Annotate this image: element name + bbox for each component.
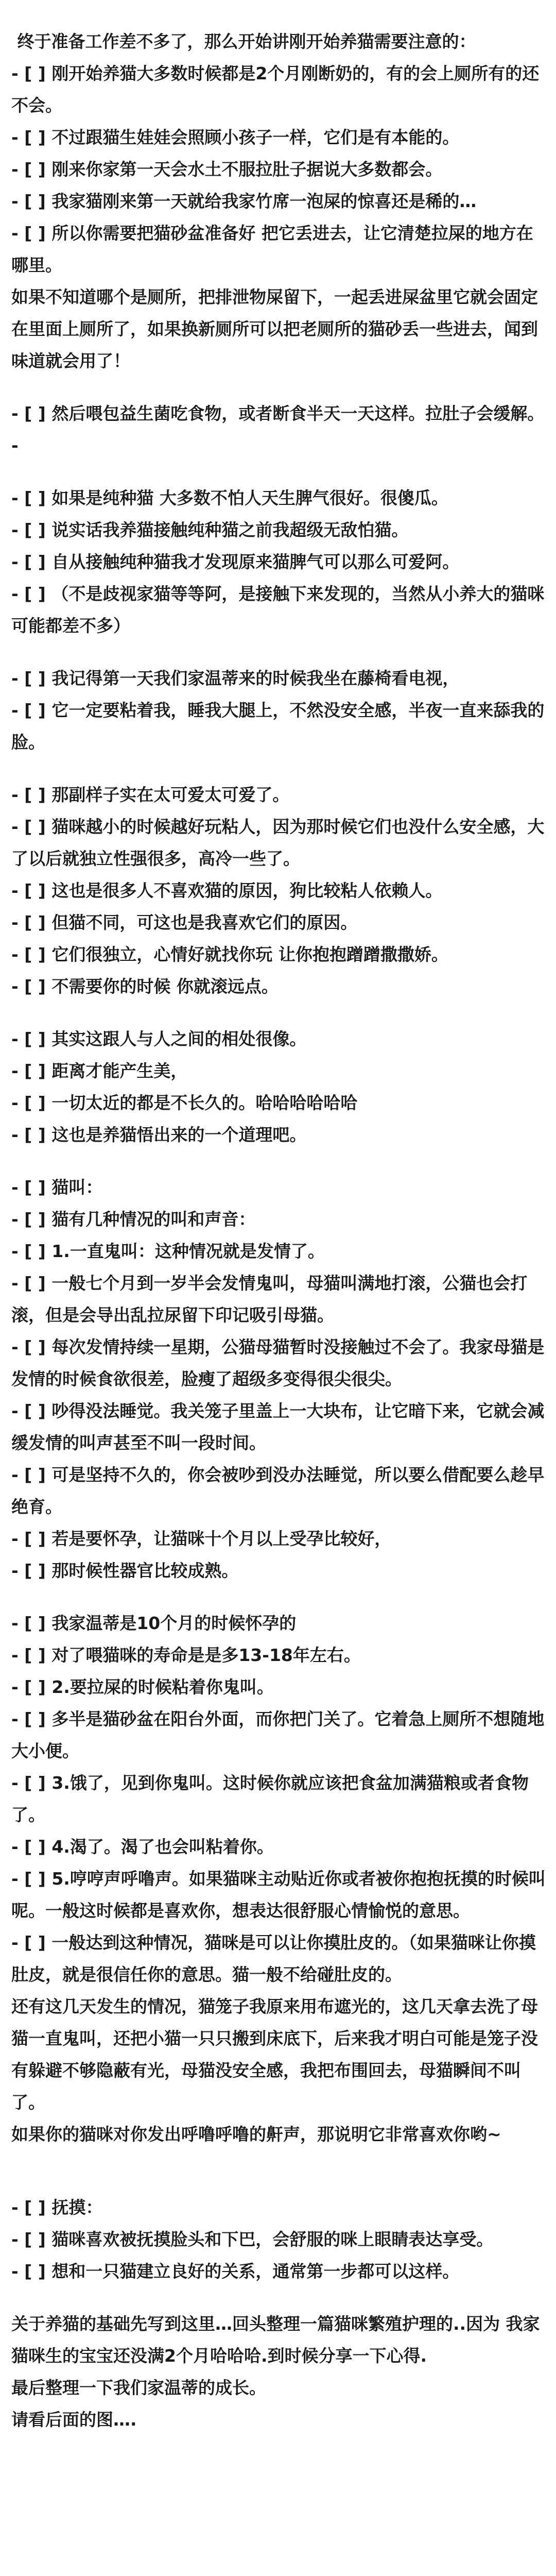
checklist-item: - [ ] 若是要怀孕，让猫咪十个月以上受孕比较好， <box>11 1529 392 1549</box>
checklist-item: - [ ] 不过跟猫生娃娃会照顾小孩子一样，它们是有本能的。 <box>11 127 460 147</box>
checklist-item: - [ ] 那时候性器官比较成熟。 <box>11 1561 239 1581</box>
checklist-item: - [ ] 对了喂猫咪的寿命是是多13-18年左右。 <box>11 1645 361 1665</box>
text-line: 关于养猫的基础先写到这里…回头整理一篇猫咪繁殖护理的..因为 我家猫咪生的宝宝还没满2个月哈哈哈.到时候分享一下心得. <box>11 2314 540 2366</box>
text-line: 请看后面的图…. <box>11 2410 137 2430</box>
checklist-item: - [ ] 它们很独立，心情好就找你玩 让你抱抱蹭蹭撒撒娇。 <box>11 944 448 964</box>
checklist-item: - [ ] 一切太近的都是不长久的。哈哈哈哈哈哈 <box>11 1093 358 1113</box>
text-line: 终于准备工作差不多了，那么开始讲刚开始养猫需要注意的： <box>11 31 476 52</box>
paragraph-gap <box>11 1587 547 1607</box>
checklist-item: - [ ] 3.饿了，见到你鬼叫。这时候你就应该把食盆加满猫粮或者食物了。 <box>11 1773 529 1825</box>
checklist-item: - [ ] 不需要你的时候 你就滚远点。 <box>11 976 279 996</box>
paragraph-gap <box>11 1151 547 1172</box>
checklist-item: - [ ] 我记得第一天我们家温蒂来的时候我坐在藤椅看电视， <box>11 668 460 688</box>
paragraph-gap <box>11 2150 547 2171</box>
checklist-item: - [ ] 4.渴了。渴了也会叫粘着你。 <box>11 1837 274 1857</box>
checklist-item: - [ ] 这也是养猫悟出来的一个道理吧。 <box>11 1125 307 1145</box>
text-line: 如果不知道哪个是厕所，把排泄物屎留下，一起丢进屎盆里它就会固定在里面上厕所了，如果换新厕所可以把老厕所的猫砂丢一些进去，闻到味道就会用了！ <box>11 287 538 371</box>
checklist-item: - [ ] 刚来你家第一天会水土不服拉肚子据说大多数都会。 <box>11 159 443 179</box>
checklist-item: - [ ] 距离才能产生美， <box>11 1061 188 1081</box>
checklist-item: - [ ] 1.一直鬼叫：这种情况就是发情了。 <box>11 1241 325 1261</box>
checklist-item: - [ ] 猫咪越小的时候越好玩粘人，因为那时候它们也没什么安全感，大了以后就独立性强很多，高冷一些了。 <box>11 817 545 869</box>
text-line: 还有这几天发生的情况，猫笼子我原来用布遮光的，这几天拿去洗了母猫一直鬼叫，还把小猫一只只搬到床底下，后来我才明白可能是笼子没有躲避不够隐蔽有光，母猫没安全感，我把布围回去，母猫瞬间不叫了。 <box>11 1996 538 2112</box>
checklist-item: - [ ] 我家温蒂是10个月的时候怀孕的 <box>11 1613 297 1633</box>
checklist-item: - [ ] 然后喂包益生菌吃食物，或者断食半天一天这样。拉肚子会缓解。 <box>11 403 545 423</box>
checklist-item: - [ ] 抚摸： <box>11 2197 103 2217</box>
checklist-item: - [ ] 自从接触纯种猫我才发现原来猫脾气可以那么可爱阿。 <box>11 552 460 572</box>
checklist-item: - [ ] 但猫不同，可这也是我喜欢它们的原因。 <box>11 912 358 933</box>
checklist-item: - [ ] 其实这跟人与人之间的相处很像。 <box>11 1029 307 1049</box>
article-body <box>11 26 547 2436</box>
checklist-item: - [ ] 刚开始养猫大多数时候都是2个月刚断奶的，有的会上厕所有的还不会。 <box>11 63 540 115</box>
paragraph-gap <box>11 2171 547 2192</box>
checklist-item: - [ ] 一般达到这种情况，猫咪是可以让你摸肚皮的。（如果猫咪让你摸肚皮，就是很信任你的意思。猫一般不给碰肚皮的。 <box>11 1933 536 1985</box>
checklist-item: - [ ] 猫叫： <box>11 1177 103 1197</box>
paragraph-gap <box>11 1003 547 1023</box>
checklist-item: - [ ] 我家猫刚来第一天就给我家竹席一泡屎的惊喜还是稀的… <box>11 191 477 211</box>
checklist-item: - [ ] 这也是很多人不喜欢猫的原因，狗比较粘人依赖人。 <box>11 880 443 901</box>
checklist-item: - [ ] 所以你需要把猫砂盆准备好 把它丢进去，让它清楚拉屎的地方在哪里。 <box>11 223 533 275</box>
text-line: 如果你的猫咪对你发出呼噜呼噜的鼾声，那说明它非常喜欢你哟~ <box>11 2124 501 2144</box>
checklist-item: - [ ] 2.要拉屎的时候粘着你鬼叫。 <box>11 1677 274 1697</box>
checklist-item: - [ ] 说实话我养猫接触纯种猫之前我超级无敌怕猫。 <box>11 520 409 540</box>
paragraph-gap <box>11 462 547 482</box>
checklist-item: - [ ] 猫有几种情况的叫和声音： <box>11 1209 256 1229</box>
paragraph-gap <box>11 377 547 398</box>
checklist-item: - [ ] 可是坚持不久的，你会被吵到没办法睡觉，所以要么借配要么趁早绝育。 <box>11 1465 545 1517</box>
checklist-item: - [ ] 5.哼哼声呼噜声。如果猫咪主动贴近你或者被你抱抱抚摸的时候叫呢。一般这时候都是喜欢你，想表达很舒服心情愉悦的意思。 <box>11 1869 546 1921</box>
paragraph-gap <box>11 758 547 779</box>
checklist-item: - [ ] 它一定要粘着我，睡我大腿上，不然没安全感，半夜一直来舔我的脸。 <box>11 700 545 752</box>
checklist-item: - [ ] 吵得没法睡觉。我关笼子里盖上一大块布，让它暗下来，它就会减缓发情的叫声甚至不叫一段时间。 <box>11 1401 545 1453</box>
paragraph-gap <box>11 642 547 663</box>
checklist-item: - [ ] 如果是纯种猫 大多数不怕人天生脾气很好。很傻瓜。 <box>11 488 448 508</box>
checklist-item: - [ ] 那副样子实在太可爱太可爱了。 <box>11 785 290 805</box>
checklist-item: - [ ] 一般七个月到一岁半会发情鬼叫，母猫叫满地打滚，公猫也会打滚，但是会导出乱拉尿留下印记吸引母猫。 <box>11 1273 528 1325</box>
checklist-item: - [ ] （不是歧视家猫等等阿，是接触下来发现的，当然从小养大的猫咪可能都差不多） <box>11 584 545 636</box>
text-line: - <box>11 435 19 455</box>
checklist-item: - [ ] 想和一只猫建立良好的关系，通常第一步都可以这样。 <box>11 2261 460 2281</box>
paragraph-gap <box>11 2287 547 2308</box>
checklist-item: - [ ] 每次发情持续一星期，公猫母猫暂时没接触过不会了。我家母猫是发情的时候食欲很差，脸瘦了超级多变得很尖很尖。 <box>11 1337 545 1389</box>
checklist-item: - [ ] 多半是猫砂盆在阳台外面，而你把门关了。它着急上厕所不想随地大小便。 <box>11 1709 545 1761</box>
text-line: 最后整理一下我们家温蒂的成长。 <box>11 2378 266 2398</box>
checklist-item: - [ ] 猫咪喜欢被抚摸脸头和下巴，会舒服的咪上眼睛表达享受。 <box>11 2229 494 2249</box>
